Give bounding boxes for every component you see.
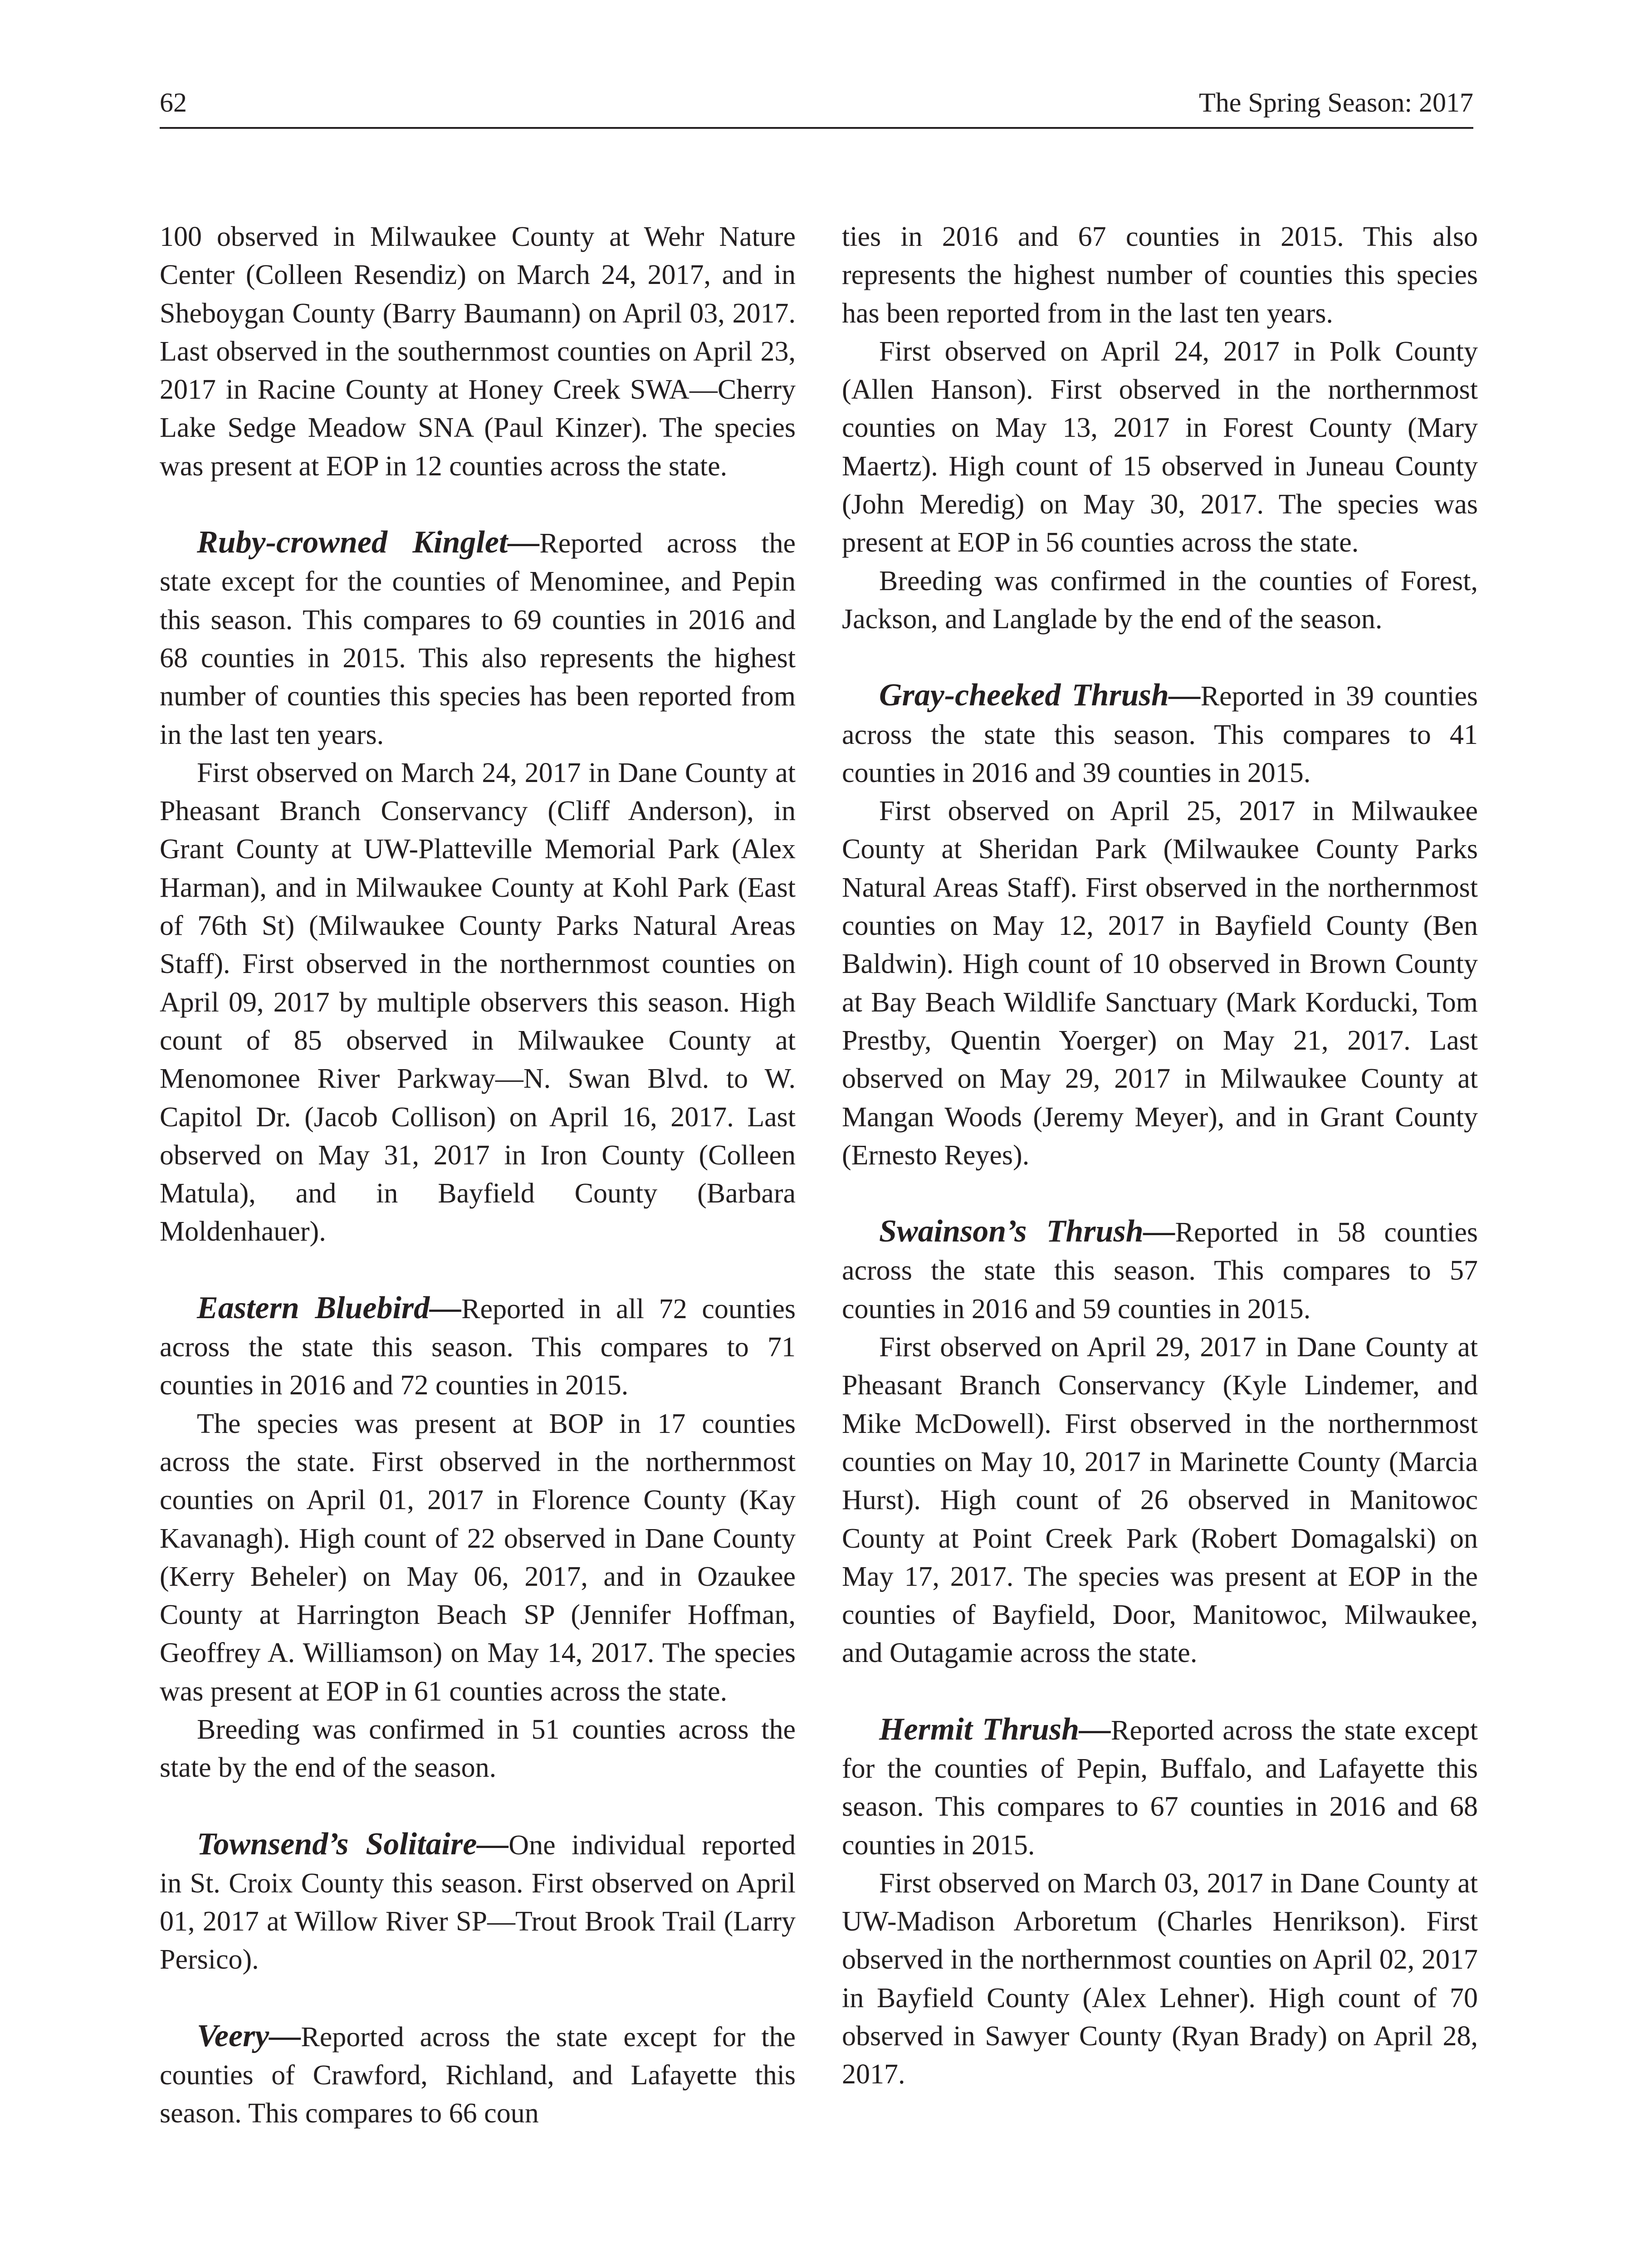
species-text: One individual reported in St. Croix County this season. First observed on April 01, 2017 at Willow River SP—Trout Brook Trail (Larry Persico). — [160, 1829, 796, 1975]
paragraph: First observed on April 24, 2017 in Polk County (Allen Hanson). First observed in the northernmost counties on May 13, 2017 in Forest County (Mary Maertz). High count of 15 observed in Juneau County (John Meredig) on May 30, 2017. The species was present at EOP in 56 counties across the state. — [842, 336, 1478, 558]
species-name: Hermit Thrush— — [879, 1711, 1111, 1747]
species-name: Eastern Bluebird— — [197, 1290, 462, 1325]
page-header — [160, 86, 1473, 129]
right-column — [842, 218, 1478, 2094]
running-title: The Spring Season: 2017 — [1199, 88, 1473, 117]
species-name: Townsend’s Solitaire— — [197, 1826, 509, 1862]
paragraph: The species was present at BOP in 17 counties across the state. First observed in the northernmost counties on April 01, 2017 in Florence County (Kay Kavanagh). High count of 22 observed in Dane County (Kerry Beheler) on May 06, 2017, and in Ozaukee County at Harrington Beach SP (Jennifer Hoffman, Geoffrey A. Williamson) on May 14, 2017. The species was present at EOP in 61 counties across the state. — [160, 1408, 796, 1707]
continued-paragraph: 100 observed in Milwaukee County at Wehr Nature Center (Colleen Resendiz) on March 24, 2017, and in Sheboygan County (Barry Baumann) on April 03, 2017. Last observed in the southernmost counties on April 23, 2017 in Racine County at Honey Creek SWA—Cherry Lake Sedge Meadow SNA (Paul Kinzer). The species was present at EOP in 12 counties across the state. — [160, 221, 796, 482]
species-text: Reported across the state except for the counties of Menominee, and Pepin this season. This compares to 69 counties in 2016 and 68 counties in 2015. This also represents the highest number of counties this species has been reported from in the last ten years. — [160, 528, 796, 750]
paragraph: First observed on March 24, 2017 in Dane County at Pheasant Branch Conservancy (Cliff Anderson), in Grant County at UW-Platteville Memorial Park (Alex Harman), and in Milwaukee County at Kohl Park (East of 76th St) (Milwaukee County Parks Natural Areas Staff). First observed in the northernmost counties on April 09, 2017 by multiple observers this season. High count of 85 observed in Milwaukee County at Menomonee River Parkway—N. Swan Blvd. to W. Capitol Dr. (Jacob Collison) on April 16, 2017. Last observed on May 31, 2017 in Iron County (Colleen Matula), and in Bayfield County (Barbara Moldenhauer). — [160, 757, 796, 1247]
species-text: Reported across the state except for the counties of Pepin, Buffalo, and Lafayette this season. This compares to 67 counties in 2016 and 68 counties in 2015. — [842, 1715, 1478, 1861]
species-entry-eastern-bluebird — [160, 1289, 796, 1405]
species-entry-townsends-solitaire — [160, 1825, 796, 1979]
species-entry-ruby-crowned-kinglet — [160, 523, 796, 754]
paragraph: First observed on March 03, 2017 in Dane County at UW-Madison Arboretum (Charles Henrikson). First observed in the northernmost counties on April 02, 2017 in Bayfield County (Alex Lehner). High count of 70 observed in Sawyer County (Ryan Brady) on April 28, 2017. — [842, 1867, 1478, 2090]
left-column — [160, 218, 796, 2133]
species-text: Reported in all 72 counties across the state this season. This compares to 71 counties in 2016 and 72 counties in 2015. — [160, 1293, 796, 1401]
species-entry-hermit-thrush — [842, 1711, 1478, 1864]
species-text: Reported in 39 counties across the state this season. This compares to 41 counties in 2016 and 39 counties in 2015. — [842, 681, 1478, 788]
species-entry-veery — [160, 2017, 796, 2133]
paragraph: First observed on April 25, 2017 in Milwaukee County at Sheridan Park (Milwaukee County Parks Natural Areas Staff). First observed in the northernmost counties on May 12, 2017 in Bayfield County (Ben Baldwin). High count of 10 observed in Brown County at Bay Beach Wildlife Sanctuary (Mark Korducki, Tom Prestby, Quentin Yoerger) on May 21, 2017. Last observed on May 29, 2017 in Milwaukee County at Mangan Woods (Jeremy Meyer), and in Grant County (Ernesto Reyes). — [842, 796, 1478, 1171]
species-entry-gray-cheeked-thrush — [842, 676, 1478, 792]
paragraph: First observed on April 29, 2017 in Dane County at Pheasant Branch Conservancy (Kyle Lindemer, and Mike McDowell). First observed in the northernmost counties on May 10, 2017 in Marinette County (Marcia Hurst). High count of 26 observed in Manitowoc County at Point Creek Park (Robert Domagalski) on May 17, 2017. The species was present at EOP in the counties of Bayfield, Door, Manitowoc, Milwaukee, and Outagamie across the state. — [842, 1332, 1478, 1669]
species-text: Reported in 58 counties across the state this season. This compares to 57 counties in 2016 and 59 counties in 2015. — [842, 1217, 1478, 1325]
species-name: Gray-cheeked Thrush— — [879, 678, 1201, 713]
species-name: Veery— — [197, 2018, 301, 2053]
continued-paragraph: ties in 2016 and 67 counties in 2015. This also represents the highest number of counties this species has been reported from in the last ten years. — [842, 221, 1478, 329]
paragraph: Breeding was confirmed in 51 counties across the state by the end of the season. — [160, 1714, 796, 1784]
species-text: Reported across the state except for the counties of Crawford, Richland, and Lafayette this season. This compares to 66 coun — [160, 2021, 796, 2129]
paragraph: Breeding was confirmed in the counties of Forest, Jackson, and Langlade by the end of the season. — [842, 565, 1478, 635]
page-number: 62 — [160, 88, 187, 117]
species-entry-swainsons-thrush — [842, 1212, 1478, 1328]
species-name: Swainson’s Thrush— — [879, 1214, 1175, 1249]
species-name: Ruby-crowned Kinglet— — [197, 525, 540, 560]
